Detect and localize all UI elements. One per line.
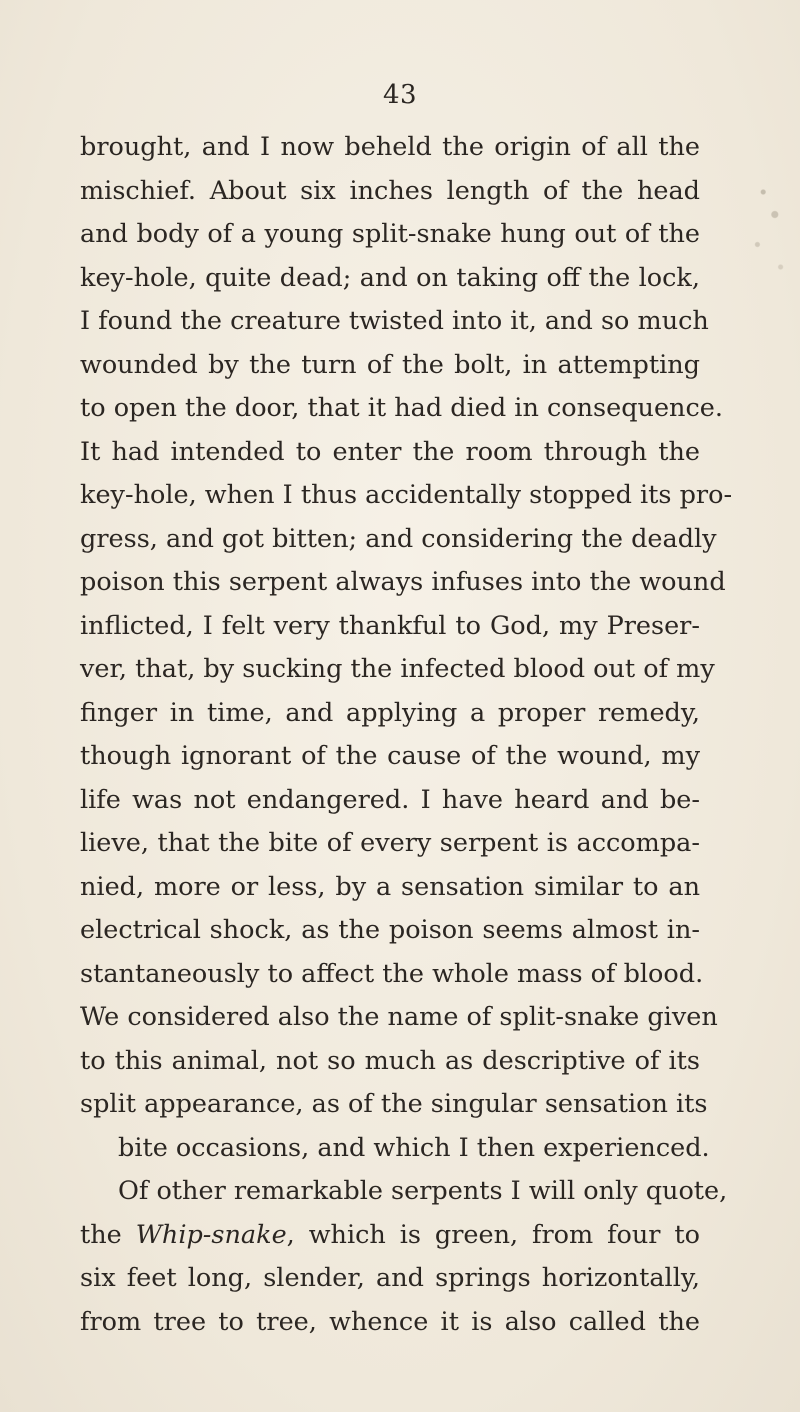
text-line: key-hole, when I thus accidentally stopped its pro-	[80, 480, 733, 510]
text-line: wounded by the turn of the bolt, in attempting	[80, 349, 700, 380]
text-line: lieve, that the bite of every serpent is accompa-	[80, 828, 700, 858]
text-line: stantaneously to affect the whole mass of blood.	[80, 958, 704, 989]
text-line: from tree to tree, whence it is also called the	[80, 1306, 700, 1337]
text-line: bite occasions, and which I then experienced.	[118, 1132, 710, 1163]
text-line: finger in time, and applying a proper remedy,	[80, 697, 700, 728]
text-line: ver, that, by sucking the infected blood out of my	[80, 654, 715, 684]
text-line: electrical shock, as the poison seems almost in-	[80, 915, 700, 945]
italic-term: Whip-snake	[135, 1219, 287, 1250]
text-line: and body of a young split-snake hung out of the	[80, 219, 700, 249]
text-line: split appearance, as of the singular sensation its	[80, 1089, 708, 1119]
text-fragment: the	[80, 1219, 136, 1250]
text-line: gress, and got bitten; and considering the deadly	[80, 523, 717, 554]
text-line	[80, 1214, 700, 1258]
text-line: life was not endangered. I have heard and be-	[80, 784, 700, 815]
text-line: It had intended to enter the room through the	[80, 436, 700, 467]
text-line: poison this serpent always infuses into the wound	[80, 567, 726, 597]
text-line: brought, and I now beheld the origin of all the	[80, 132, 700, 162]
text-line: nied, more or less, by a sensation similar to an	[80, 871, 700, 902]
text-line: I found the creature twisted into it, and so much	[80, 306, 709, 336]
text-line: inflicted, I felt very thankful to God, my Preser-	[80, 610, 700, 641]
text-line: though ignorant of the cause of the wound, my	[80, 741, 700, 771]
text-fragment: , which is green, from four to	[286, 1219, 700, 1250]
page-number: 43	[382, 80, 418, 110]
page-stain	[740, 162, 798, 312]
text-line: Of other remarkable serpents I will only quote,	[118, 1176, 728, 1206]
body-text	[80, 126, 733, 1344]
text-line: We considered also the name of split-snake given	[80, 1002, 718, 1032]
text-line: to this animal, not so much as descriptive of its	[80, 1045, 700, 1076]
text-line: six feet long, slender, and springs horizontally,	[80, 1263, 700, 1293]
text-line: mischief. About six inches length of the head	[80, 175, 700, 206]
text-line: key-hole, quite dead; and on taking off the lock,	[80, 262, 700, 293]
text-line: to open the door, that it had died in consequence.	[80, 393, 723, 423]
